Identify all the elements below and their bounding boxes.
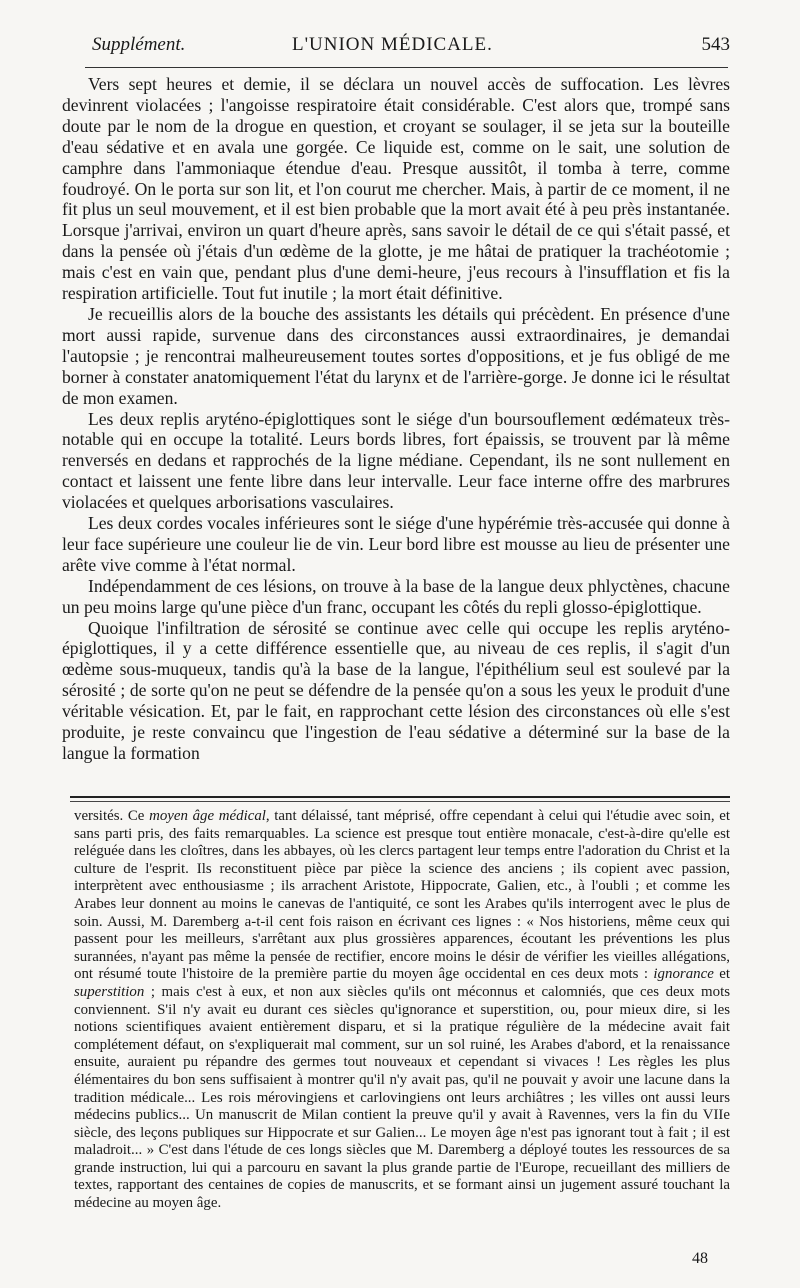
footnote-segment: versités. Ce (74, 808, 150, 824)
header-rule (85, 67, 728, 68)
paragraph: Indépendamment de ces lésions, on trouve à la base de la langue deux phlyctènes, chacune un peu moins large qu'une pièce d'un franc, occupant les côtés du repli glosso-épiglottique. (62, 575, 730, 617)
footnote-segment: ; mais c'est à eux, et non aux siècles qu'ils ont méconnus et calomniés, que ces deux mots conviennent. S'il n'y avait eu durant ces siècles qu'ignorance et superstition, ou, pour mieux dire, si les notions scientifiques avaient entièrement disparu, et si la pratique régulière de la médecine avait fait complétement défaut, on s'expliquerait mal comment, sur un sol ruiné, les Arabes d'abord, et la renaissance ensuite, auraient pu répandre des germes tout nouveaux et cependant si vivaces ! Les règles les plus élémentaires du bon sens suffisaient à montrer qu'il n'y avait pas, qu'il ne pouvait y avoir une lacune dans la tradition médicale... Les rois mérovingiens et carlovingiens ont leurs archiâtres ; les villes ont aussi leurs médecins publics... Un manuscrit de Milan contient la preuve qu'il y avait à Ravennes, vers la fin du VIIe siècle, des leçons publiques sur Hippocrate et sur Galien... Le moyen âge n'est pas ignorant tout à fait ; il est maladroit... » C'est dans l'étude de ces longs siècles que M. Daremberg a déployé toutes les ressources de sa grande instruction, lui qui a parcouru en savant la plus grande partie de l'Europe, recueillant des milliers de textes, rapportant des centaines de copies de manuscrits, et se formant ainsi un jugement assuré touchant la médecine au moyen âge. (74, 983, 730, 1212)
footnote-emphasis: moyen âge médical (149, 808, 266, 824)
header-page-number: 543 (701, 34, 730, 55)
paragraph: Les deux cordes vocales inférieures sont le siége d'une hypérémie très-accusée qui donne à leur face supérieure une couleur lie de vin. Leur bord libre est mousse au lieu de présenter une arête vive comme à l'état normal. (62, 513, 730, 575)
paragraph: Vers sept heures et demie, il se déclara un nouvel accès de suffocation. Les lèvres devinrent violacées ; l'angoisse respiratoire était considérable. C'est alors que, trompé sans doute par le nom de la drogue en question, et croyant se soulager, il se jeta sur la bouteille d'eau sédative et en avala une gorgée. Ce liquide est, comme on le sait, une solution de camphre dans l'ammoniaque étendue d'eau. Presque aussitôt, il tomba à terre, comme foudroyé. On le porta sur son lit, et l'on courut me chercher. Mais, à partir de ce moment, il ne fit plus un seul mouvement, et il est bien probable que la mort avait été à peu près instantanée. Lorsque j'arrivai, environ un quart d'heure après, sans savoir le détail de ce qui s'était passé, et dans la pensée où j'étais d'un œdème de la glotte, je me hâtai de pratiquer la trachéotomie ; mais c'est en vain que, pendant plus d'une demi-heure, j'eus recours à l'insufflation et fis la respiration artificielle. Tout fut inutile ; la mort était définitive. (62, 74, 730, 304)
section-title: Supplément. (92, 34, 186, 55)
signature-number: 48 (692, 1250, 708, 1267)
journal-title: L'UNION MÉDICALE. (292, 34, 493, 55)
footnote-emphasis: superstition (74, 983, 145, 1000)
footnote-segment: , tant délaissé, tant méprisé, offre cependant à celui qui l'étudie avec soin, et sans parti pris, des faits remarquables. La science est presque tout entière monacale, c'est-à-dire qu'elle est reléguée dans les cloîtres, dans les abbayes, où les clercs partagent leur temps entre l'adoration du Christ et la culture de l'esprit. Ils reconstituent pièce par pièce la science des anciens ; ils copient avec passion, interprètent avec enthousiasme ; ils arrachent Aristote, Hippocrate, Galien, etc., à l'oubli ; et comme les Arabes leur donnent au moins le canevas de l'antiquité, ce sont les Arabes qu'ils interrogent avec le plus de soin. Aussi, M. Daremberg a-t-il cent fois raison en écrivant ces lignes : « Nos historiens, même ceux qui passent pour les meilleurs, s'arrêtant aux plus grossières apparences, écoutant les préventions les plus surannées, n'ayant pas même la pensée de rectifier, encore moins le désir de vérifier les vieilles allégations, ont résumé toute l'histoire de la première partie du moyen âge occidental en ces deux mots : (74, 808, 730, 983)
running-header (92, 34, 730, 58)
paragraph: Je recueillis alors de la bouche des assistants les détails qui précèdent. En présence d'une mort aussi rapide, survenue dans des circonstances aussi extraordinaires, je demandai l'autopsie ; je rencontrai malheureusement toutes sortes d'oppositions, et je fus obligé de me borner à constater anatomiquement l'état du larynx et de l'arrière-gorge. Je donne ici le résultat de mon examen. (62, 303, 730, 408)
main-text (62, 74, 730, 794)
footnote-separator (70, 796, 730, 802)
footnote-text (74, 808, 730, 1248)
paragraph: Quoique l'infiltration de sérosité se continue avec celle qui occupe les replis aryténo-épiglottiques, il y a cette différence essentielle que, au niveau de ces replis, il s'agit d'un œdème sous-muqueux, tandis qu'à la base de la langue, l'épithélium seul est soulevé par la sérosité ; de sorte qu'on ne peut se défendre de la pensée qu'on a sous les yeux le produit d'une véritable vésication. Et, par le fait, en rapprochant cette lésion des circonstances où elle s'est produite, je reste convaincu que l'ingestion de l'eau sédative a déterminé sur la base de la langue la formation (62, 617, 730, 763)
footnote-segment: et (713, 966, 730, 983)
paragraph: Les deux replis aryténo-épiglottiques sont le siége d'un boursouflement œdémateux très-notable qui en occupe la totalité. Leurs bords libres, fort épaissis, se trouvent par là même renversés en dedans et rapprochés de la ligne médiane. Cependant, ils ne sont nullement en contact et laissent une fente libre dans leur intervalle. Leur face interne offre des marbrures violacées et quelques arborisations vasculaires. (62, 408, 730, 513)
footnote-emphasis: ignorance (653, 966, 714, 983)
